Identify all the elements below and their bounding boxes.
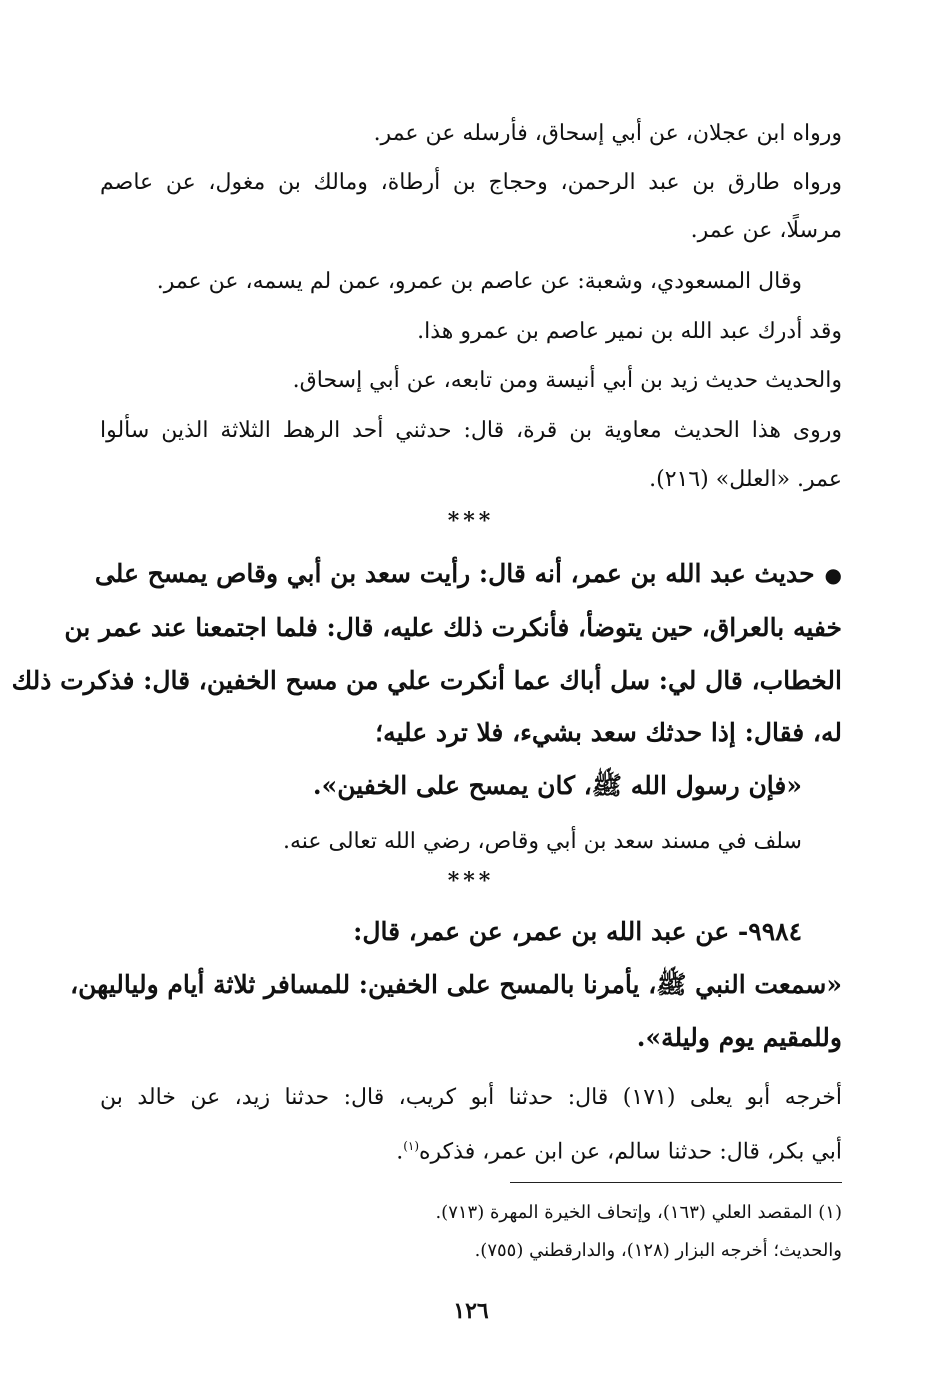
footnote-1: (١) المقصد العلي (١٦٣)، وإتحاف الخيرة المهرة (٧١٣).: [435, 1202, 842, 1223]
hadith1-line5: «فإن رسول الله ﷺ، كان يمسح على الخفين».: [312, 771, 802, 800]
hadith2-line2: «سمعت النبي ﷺ، يأمرنا بالمسح على الخفين: للمسافر ثلاثة أيام ولياليهن،: [70, 970, 842, 999]
paragraph-p2-line1: ورواه طارق بن عبد الرحمن، وحجاج بن أرطاة، ومالك بن مغول، عن عاصم: [100, 170, 842, 195]
hadith1-line4: له، فقال: إذا حدثك سعد بشيء، فلا ترد عليه؛: [375, 718, 842, 747]
hadith1-line1: [94, 552, 842, 597]
takhrij-line2-end: .: [396, 1139, 404, 1165]
footnote-divider: [510, 1182, 842, 1183]
paragraph-p4: وقد أدرك عبد الله بن نمير عاصم بن عمرو هذا.: [417, 319, 842, 344]
section-separator: ***: [447, 508, 495, 534]
hadith1-line1-text: حديث عبد الله بن عمر، أنه قال: رأيت سعد بن أبي وقاص يمسح على: [94, 559, 815, 588]
takhrij-line2-text: أبي بكر، قال: حدثنا سالم، عن ابن عمر، فذكره: [419, 1139, 842, 1165]
bullet-icon: ●: [824, 563, 842, 587]
takhrij-line2: [100, 1126, 842, 1172]
paragraph-p6-line1: وروى هذا الحديث معاوية بن قرة، قال: حدثني أحد الرهط الثلاثة الذين سألوا: [100, 418, 842, 443]
takhrij-line1: أخرجه أبو يعلى (١٧١) قال: حدثنا أبو كريب، قال: حدثنا زيد، عن خالد بن: [100, 1085, 842, 1110]
hadith1-note: سلف في مسند سعد بن أبي وقاص، رضي الله تعالى عنه.: [282, 829, 802, 854]
paragraph-p3: وقال المسعودي، وشعبة: عن عاصم بن عمرو، عمن لم يسمه، عن عمر.: [156, 269, 802, 294]
footnote-ref: (١): [403, 1139, 420, 1153]
page-number: ١٢٦: [453, 1298, 489, 1324]
hadith1-line3: الخطاب، قال لي: سل أباك عما أنكرت علي من مسح الخفين، قال: فذكرت ذلك: [11, 666, 842, 695]
paragraph-p2-line2: مرسلًا، عن عمر.: [690, 218, 842, 243]
paragraph-p6-line2: عمر. «العلل» (٢١٦).: [649, 467, 842, 492]
hadith1-line2: خفيه بالعراق، حين يتوضأ، فأنكرت ذلك عليه، قال: فلما اجتمعنا عند عمر بن: [64, 613, 842, 642]
section-separator-2: ***: [447, 868, 495, 894]
paragraph-p1: ورواه ابن عجلان، عن أبي إسحاق، فأرسله عن عمر.: [373, 121, 842, 146]
footnote-2: والحديث؛ أخرجه البزار (١٢٨)، والدارقطني (٧٥٥).: [474, 1240, 842, 1261]
hadith2-line3: وللمقيم يوم وليلة».: [636, 1023, 842, 1052]
hadith2-heading: ٩٩٨٤- عن عبد الله بن عمر، عن عمر، قال:: [353, 917, 802, 946]
paragraph-p5: والحديث حديث زيد بن أبي أنيسة ومن تابعه، عن أبي إسحاق.: [292, 368, 842, 393]
